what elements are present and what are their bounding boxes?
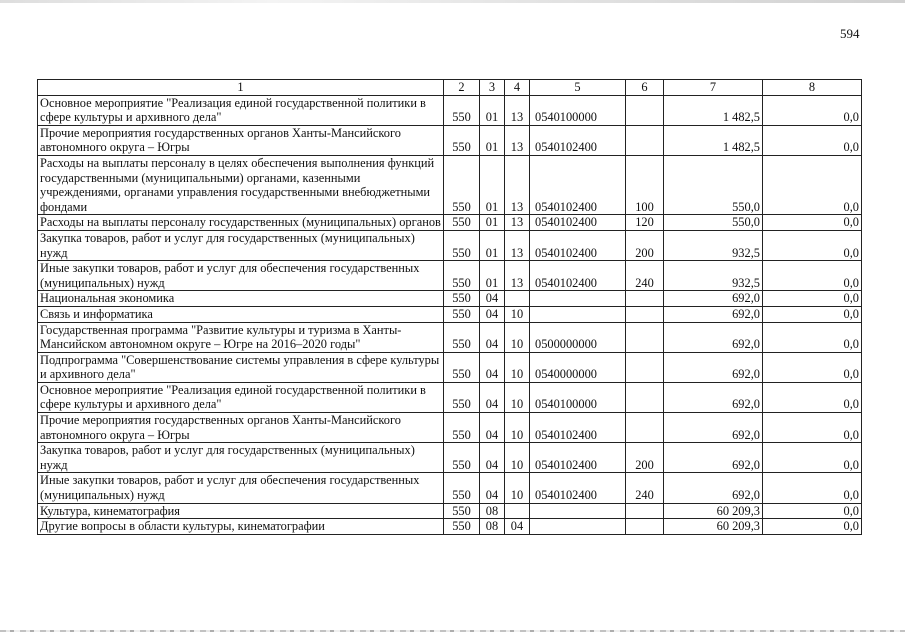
- amount-cell: 692,0: [664, 322, 763, 352]
- table-body: [38, 95, 862, 534]
- table-row: [38, 503, 862, 519]
- table-row: [38, 352, 862, 382]
- amount-cell: 932,5: [664, 230, 763, 260]
- amount-second-cell: 0,0: [763, 155, 862, 214]
- amount-cell: 692,0: [664, 306, 763, 322]
- admin-code-cell: 550: [444, 155, 480, 214]
- section-cell: 01: [480, 155, 505, 214]
- subsection-cell: 10: [505, 473, 530, 503]
- amount-second-cell: 0,0: [763, 503, 862, 519]
- target-article-cell: 0540102400: [530, 155, 626, 214]
- admin-code-cell: 550: [444, 291, 480, 307]
- subsection-cell: 10: [505, 382, 530, 412]
- target-article-cell: 0540100000: [530, 382, 626, 412]
- amount-cell: 692,0: [664, 413, 763, 443]
- amount-second-cell: 0,0: [763, 413, 862, 443]
- section-cell: 04: [480, 291, 505, 307]
- target-article-cell: 0540100000: [530, 95, 626, 125]
- table-row: [38, 306, 862, 322]
- row-name-cell: Иные закупки товаров, работ и услуг для обеспечения государственных (муниципальных) нужд: [38, 473, 444, 503]
- amount-cell: 60 209,3: [664, 503, 763, 519]
- row-name-cell: Закупка товаров, работ и услуг для государственных (муниципальных) нужд: [38, 443, 444, 473]
- section-cell: 04: [480, 322, 505, 352]
- section-cell: 01: [480, 95, 505, 125]
- row-name-cell: Прочие мероприятия государственных органов Ханты-Мансийского автономного округа – Югры: [38, 413, 444, 443]
- target-article-cell: 0540102400: [530, 125, 626, 155]
- expense-type-cell: [626, 382, 664, 412]
- amount-cell: 692,0: [664, 443, 763, 473]
- subsection-cell: 10: [505, 322, 530, 352]
- target-article-cell: 0540102400: [530, 473, 626, 503]
- table-row: [38, 155, 862, 214]
- expense-type-cell: 200: [626, 230, 664, 260]
- section-cell: 04: [480, 306, 505, 322]
- table-row: [38, 382, 862, 412]
- subsection-cell: 13: [505, 261, 530, 291]
- admin-code-cell: 550: [444, 322, 480, 352]
- admin-code-cell: 550: [444, 261, 480, 291]
- target-article-cell: 0540102400: [530, 230, 626, 260]
- table-row: [38, 519, 862, 535]
- target-article-cell: 0540000000: [530, 352, 626, 382]
- section-cell: 01: [480, 261, 505, 291]
- amount-second-cell: 0,0: [763, 95, 862, 125]
- amount-cell: 932,5: [664, 261, 763, 291]
- row-name-cell: Связь и информатика: [38, 306, 444, 322]
- amount-second-cell: 0,0: [763, 473, 862, 503]
- table-row: [38, 261, 862, 291]
- amount-cell: 692,0: [664, 352, 763, 382]
- amount-second-cell: 0,0: [763, 322, 862, 352]
- admin-code-cell: 550: [444, 125, 480, 155]
- amount-second-cell: 0,0: [763, 443, 862, 473]
- subsection-cell: 04: [505, 519, 530, 535]
- target-article-cell: 0540102400: [530, 443, 626, 473]
- section-cell: 01: [480, 215, 505, 231]
- admin-code-cell: 550: [444, 382, 480, 412]
- column-header: 3: [480, 80, 505, 96]
- amount-cell: 1 482,5: [664, 125, 763, 155]
- scan-edge-top: [0, 0, 905, 3]
- column-header: 8: [763, 80, 862, 96]
- amount-second-cell: 0,0: [763, 382, 862, 412]
- expense-type-cell: [626, 322, 664, 352]
- section-cell: 04: [480, 473, 505, 503]
- table-row: [38, 125, 862, 155]
- subsection-cell: [505, 291, 530, 307]
- target-article-cell: 0540102400: [530, 215, 626, 231]
- admin-code-cell: 550: [444, 230, 480, 260]
- row-name-cell: Иные закупки товаров, работ и услуг для обеспечения государственных (муниципальных) нужд: [38, 261, 444, 291]
- amount-second-cell: 0,0: [763, 352, 862, 382]
- amount-cell: 692,0: [664, 291, 763, 307]
- row-name-cell: Основное мероприятие "Реализация единой государственной политики в сфере культуры и архивного дела": [38, 95, 444, 125]
- row-name-cell: Другие вопросы в области культуры, кинематографии: [38, 519, 444, 535]
- target-article-cell: [530, 291, 626, 307]
- admin-code-cell: 550: [444, 306, 480, 322]
- amount-cell: 692,0: [664, 473, 763, 503]
- table-row: [38, 473, 862, 503]
- table-row: [38, 291, 862, 307]
- subsection-cell: 13: [505, 230, 530, 260]
- expense-type-cell: [626, 503, 664, 519]
- table-row: [38, 230, 862, 260]
- section-cell: 04: [480, 443, 505, 473]
- amount-second-cell: 0,0: [763, 261, 862, 291]
- admin-code-cell: 550: [444, 95, 480, 125]
- table-row: [38, 322, 862, 352]
- expense-type-cell: [626, 352, 664, 382]
- table-row: [38, 215, 862, 231]
- amount-second-cell: 0,0: [763, 125, 862, 155]
- expense-type-cell: [626, 306, 664, 322]
- subsection-cell: 10: [505, 306, 530, 322]
- section-cell: 08: [480, 503, 505, 519]
- expense-type-cell: 240: [626, 473, 664, 503]
- subsection-cell: 13: [505, 155, 530, 214]
- column-header: 7: [664, 80, 763, 96]
- page-number: 594: [840, 26, 860, 41]
- amount-second-cell: 0,0: [763, 306, 862, 322]
- section-cell: 01: [480, 230, 505, 260]
- row-name-cell: Культура, кинематография: [38, 503, 444, 519]
- scan-edge-bottom: [0, 630, 905, 632]
- expense-type-cell: 200: [626, 443, 664, 473]
- row-name-cell: Закупка товаров, работ и услуг для государственных (муниципальных) нужд: [38, 230, 444, 260]
- expense-type-cell: [626, 413, 664, 443]
- expense-type-cell: 100: [626, 155, 664, 214]
- column-header: 5: [530, 80, 626, 96]
- admin-code-cell: 550: [444, 352, 480, 382]
- amount-second-cell: 0,0: [763, 519, 862, 535]
- amount-cell: 1 482,5: [664, 95, 763, 125]
- expense-type-cell: [626, 291, 664, 307]
- expense-type-cell: [626, 95, 664, 125]
- budget-table: [37, 79, 862, 535]
- row-name-cell: Расходы на выплаты персоналу в целях обеспечения выполнения функций государственными (муниципальными) органами, казенными учреждениями, органами управления государственными внебюджетными фондами: [38, 155, 444, 214]
- section-cell: 01: [480, 125, 505, 155]
- target-article-cell: 0500000000: [530, 322, 626, 352]
- admin-code-cell: 550: [444, 503, 480, 519]
- column-header: 2: [444, 80, 480, 96]
- row-name-cell: Подпрограмма "Совершенствование системы управления в сфере культуры и архивного дела": [38, 352, 444, 382]
- expense-type-cell: 240: [626, 261, 664, 291]
- admin-code-cell: 550: [444, 519, 480, 535]
- expense-type-cell: [626, 125, 664, 155]
- admin-code-cell: 550: [444, 413, 480, 443]
- section-cell: 04: [480, 352, 505, 382]
- column-header: 4: [505, 80, 530, 96]
- column-header: 1: [38, 80, 444, 96]
- subsection-cell: 13: [505, 125, 530, 155]
- target-article-cell: 0540102400: [530, 261, 626, 291]
- target-article-cell: [530, 519, 626, 535]
- subsection-cell: 10: [505, 443, 530, 473]
- amount-cell: 550,0: [664, 155, 763, 214]
- target-article-cell: 0540102400: [530, 413, 626, 443]
- amount-cell: 692,0: [664, 382, 763, 412]
- admin-code-cell: 550: [444, 215, 480, 231]
- row-name-cell: Государственная программа "Развитие культуры и туризма в Ханты-Мансийском автономном округе – Югре на 2016–2020 годы": [38, 322, 444, 352]
- section-cell: 04: [480, 413, 505, 443]
- subsection-cell: 13: [505, 95, 530, 125]
- admin-code-cell: 550: [444, 443, 480, 473]
- subsection-cell: 10: [505, 352, 530, 382]
- subsection-cell: 13: [505, 215, 530, 231]
- table-header-row: [38, 80, 862, 96]
- admin-code-cell: 550: [444, 473, 480, 503]
- amount-second-cell: 0,0: [763, 291, 862, 307]
- column-header: 6: [626, 80, 664, 96]
- expense-type-cell: 120: [626, 215, 664, 231]
- amount-cell: 550,0: [664, 215, 763, 231]
- table-row: [38, 413, 862, 443]
- table-row: [38, 95, 862, 125]
- row-name-cell: Национальная экономика: [38, 291, 444, 307]
- target-article-cell: [530, 503, 626, 519]
- section-cell: 04: [480, 382, 505, 412]
- amount-second-cell: 0,0: [763, 230, 862, 260]
- row-name-cell: Расходы на выплаты персоналу государственных (муниципальных) органов: [38, 215, 444, 231]
- subsection-cell: [505, 503, 530, 519]
- target-article-cell: [530, 306, 626, 322]
- expense-type-cell: [626, 519, 664, 535]
- amount-second-cell: 0,0: [763, 215, 862, 231]
- amount-cell: 60 209,3: [664, 519, 763, 535]
- row-name-cell: Основное мероприятие "Реализация единой государственной политики в сфере культуры и архивного дела": [38, 382, 444, 412]
- section-cell: 08: [480, 519, 505, 535]
- subsection-cell: 10: [505, 413, 530, 443]
- table-row: [38, 443, 862, 473]
- row-name-cell: Прочие мероприятия государственных органов Ханты-Мансийского автономного округа – Югры: [38, 125, 444, 155]
